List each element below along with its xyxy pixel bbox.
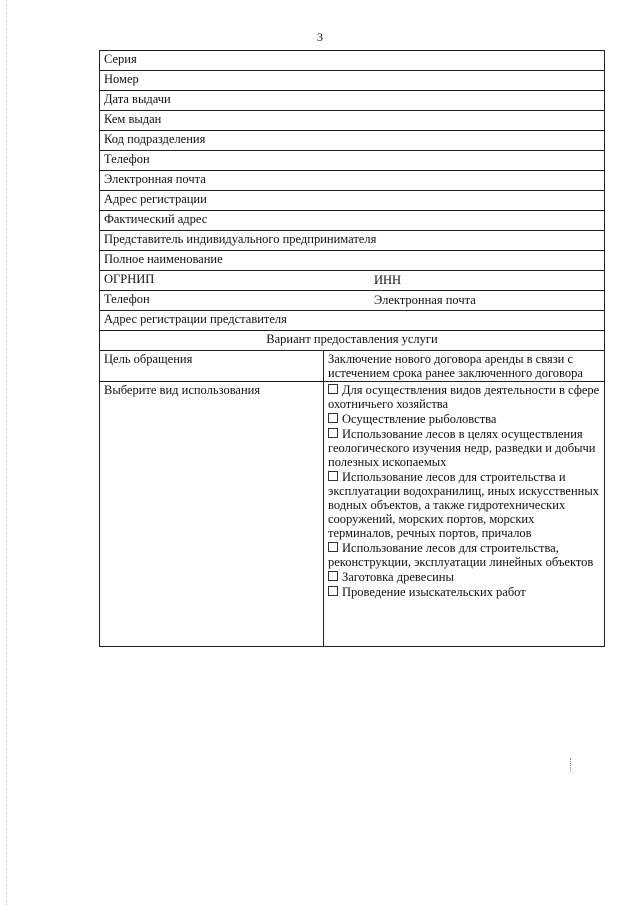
email-label: Электронная почта bbox=[374, 293, 476, 307]
form-row-label: Кем выдан bbox=[100, 111, 605, 131]
form-row-label: Фактический адрес bbox=[100, 211, 605, 231]
checkbox-icon[interactable] bbox=[328, 413, 338, 423]
form-row bbox=[100, 231, 605, 251]
form-row-label: Номер bbox=[100, 71, 605, 91]
purpose-row bbox=[100, 351, 605, 382]
usage-option-label: Заготовка древесины bbox=[342, 570, 454, 584]
usage-option-label: Использование лесов в целях осуществления геологического изучения недр, разведки и добычи полезных ископаемых bbox=[328, 427, 596, 469]
form-row-label: Дата выдачи bbox=[100, 91, 605, 111]
phone-label: Телефон bbox=[104, 292, 150, 306]
form-row bbox=[100, 111, 605, 131]
rep-address-label: Адрес регистрации представителя bbox=[100, 311, 605, 331]
usage-option[interactable] bbox=[328, 470, 600, 540]
ogrnip-label: ОГРНИП bbox=[104, 272, 155, 286]
form-row-label: Полное наименование bbox=[100, 251, 605, 271]
application-form-table bbox=[99, 50, 605, 647]
usage-option[interactable] bbox=[328, 585, 600, 599]
usage-option-label: Использование лесов для строительства, реконструкции, эксплуатации линейных объектов bbox=[328, 541, 594, 569]
usage-option[interactable] bbox=[328, 412, 600, 426]
form-row bbox=[100, 151, 605, 171]
phone-email-row bbox=[100, 291, 605, 311]
usage-option[interactable] bbox=[328, 427, 600, 469]
usage-option-label: Для осуществления видов деятельности в сфере охотничьего хозяйства bbox=[328, 383, 600, 411]
usage-option[interactable] bbox=[328, 541, 600, 569]
scan-edge-marks bbox=[6, 0, 9, 905]
section-header: Вариант предоставления услуги bbox=[100, 331, 605, 351]
form-row-label: Представитель индивидуального предпринимателя bbox=[100, 231, 605, 251]
usage-label: Выберите вид использования bbox=[100, 382, 324, 647]
checkbox-icon[interactable] bbox=[328, 471, 338, 481]
page-number: 3 bbox=[317, 30, 323, 44]
form-row bbox=[100, 91, 605, 111]
usage-option[interactable] bbox=[328, 383, 600, 411]
scan-artifact bbox=[570, 758, 572, 772]
usage-option-label: Проведение изыскательских работ bbox=[342, 585, 526, 599]
usage-option[interactable] bbox=[328, 570, 600, 584]
usage-row bbox=[100, 382, 605, 647]
ogrnip-inn-row bbox=[100, 271, 605, 291]
section-header-row bbox=[100, 331, 605, 351]
usage-options bbox=[324, 382, 605, 647]
usage-option-label: Использование лесов для строительства и эксплуатации водохранилищ, иных искусственных водных объектов, а также гидротехнических сооружений, морских портов, морских терминалов, речных портов, причалов bbox=[328, 470, 600, 540]
usage-option-label: Осуществление рыболовства bbox=[342, 412, 497, 426]
form-row bbox=[100, 251, 605, 271]
form-row bbox=[100, 171, 605, 191]
form-row-label: Электронная почта bbox=[100, 171, 605, 191]
form-row bbox=[100, 71, 605, 91]
rep-address-row bbox=[100, 311, 605, 331]
checkbox-icon[interactable] bbox=[328, 384, 338, 394]
checkbox-icon[interactable] bbox=[328, 586, 338, 596]
checkbox-icon[interactable] bbox=[328, 428, 338, 438]
purpose-value: Заключение нового договора аренды в связи с истечением срока ранее заключенного договора bbox=[324, 351, 605, 382]
form-row bbox=[100, 211, 605, 231]
form-row-label: Адрес регистрации bbox=[100, 191, 605, 211]
form-row-label: Телефон bbox=[100, 151, 605, 171]
form-row bbox=[100, 51, 605, 71]
purpose-label: Цель обращения bbox=[100, 351, 324, 382]
checkbox-icon[interactable] bbox=[328, 571, 338, 581]
form-row bbox=[100, 191, 605, 211]
form-row-label: Код подразделения bbox=[100, 131, 605, 151]
form-row bbox=[100, 131, 605, 151]
checkbox-icon[interactable] bbox=[328, 542, 338, 552]
inn-label: ИНН bbox=[374, 273, 402, 287]
form-row-label: Серия bbox=[100, 51, 605, 71]
